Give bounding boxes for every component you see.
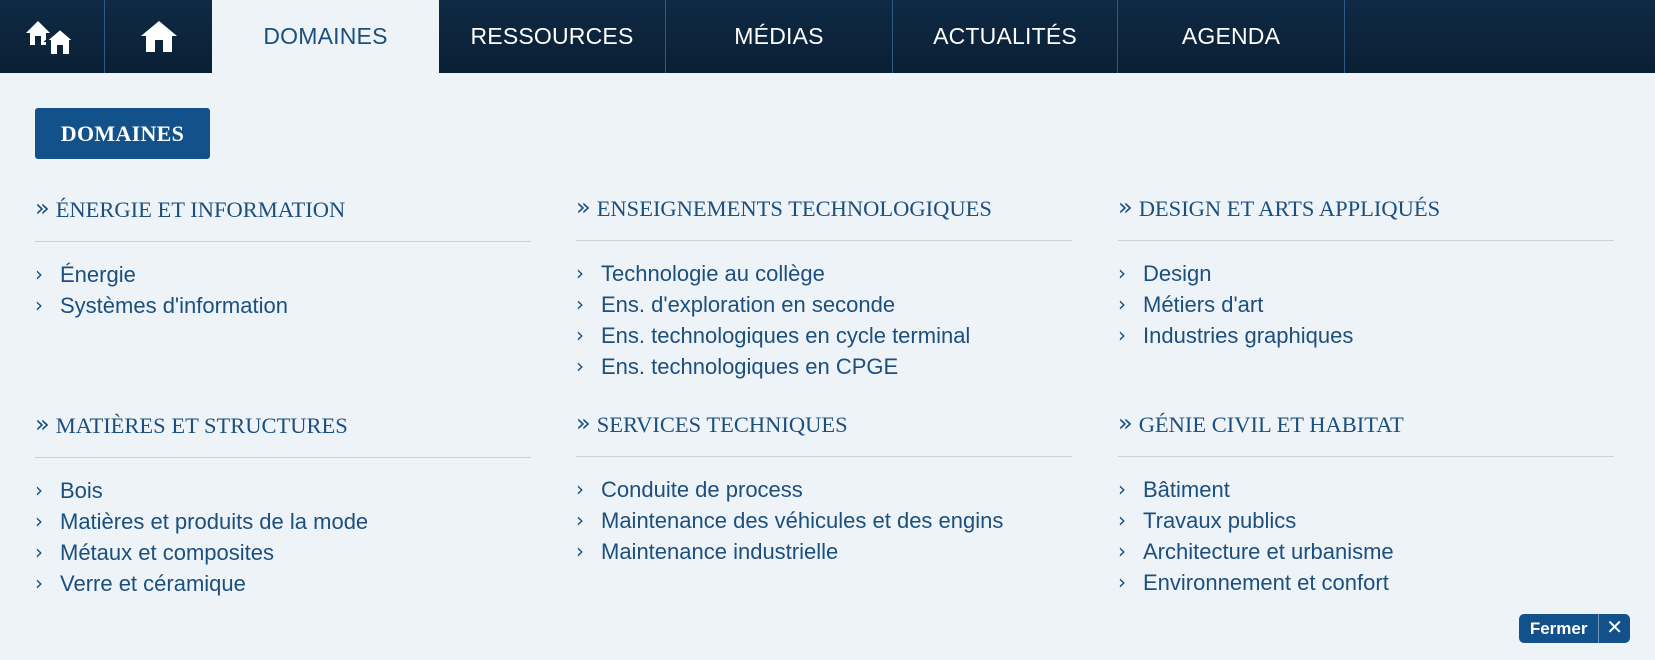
list-item-label: Ens. technologiques en cycle terminal (601, 323, 971, 348)
list-item-label: Conduite de process (601, 477, 803, 502)
list-item-label: Design (1143, 261, 1212, 286)
section-heading-label: SERVICES TECHNIQUES (596, 412, 848, 437)
double-chevron-icon: » (576, 193, 591, 221)
section-heading-label: ENSEIGNEMENTS TECHNOLOGIQUES (596, 196, 992, 221)
divider (576, 456, 1072, 457)
section-heading-label: GÉNIE CIVIL ET HABITAT (1138, 412, 1404, 437)
list-item[interactable] (576, 474, 1072, 505)
chevron-right-icon: › (35, 293, 43, 317)
section-design-arts-appliques (1118, 192, 1614, 351)
section-heading-label: DESIGN ET ARTS APPLIQUÉS (1138, 196, 1441, 221)
list-item-label: Environnement et confort (1143, 570, 1389, 595)
chevron-right-icon: › (1118, 508, 1126, 532)
list-item-label: Métiers d'art (1143, 292, 1264, 317)
divider (35, 241, 531, 242)
tab-ressources[interactable]: RESSOURCES (439, 0, 666, 73)
double-chevron-icon: » (35, 194, 50, 222)
list-item-label: Ens. technologiques en CPGE (601, 354, 899, 379)
list-item-label: Technologie au collège (601, 261, 825, 286)
double-chevron-icon: » (35, 410, 50, 438)
panel-title: DOMAINES (35, 108, 210, 159)
list-item[interactable] (576, 536, 1072, 567)
section-heading-label: ÉNERGIE ET INFORMATION (55, 197, 346, 222)
section-heading[interactable] (35, 193, 531, 227)
divider (1118, 456, 1614, 457)
list-item[interactable] (35, 506, 531, 537)
chevron-right-icon: › (35, 571, 43, 595)
double-chevron-icon: » (576, 409, 591, 437)
section-enseignements-technologiques (576, 192, 1072, 382)
chevron-right-icon: › (1118, 539, 1126, 563)
chevron-right-icon: › (1118, 477, 1126, 501)
list-item-label: Travaux publics (1143, 508, 1297, 533)
chevron-right-icon: › (576, 508, 584, 532)
list-item[interactable] (1118, 320, 1614, 351)
section-heading[interactable] (1118, 192, 1614, 226)
list-item-label: Énergie (60, 262, 136, 287)
list-item-label: Bois (60, 478, 103, 503)
chevron-right-icon: › (1118, 261, 1126, 285)
tab-actualites[interactable]: ACTUALITÉS (893, 0, 1118, 73)
chevron-right-icon: › (576, 292, 584, 316)
home-icon (139, 19, 179, 55)
section-energie-information (35, 193, 531, 321)
list-item-label: Ens. d'exploration en seconde (601, 292, 896, 317)
home-button[interactable] (105, 0, 212, 73)
section-genie-civil-habitat (1118, 408, 1614, 598)
list-item-label: Maintenance des véhicules et des engins (601, 508, 1004, 533)
list-item[interactable] (576, 320, 1072, 351)
double-chevron-icon: » (1118, 193, 1133, 221)
list-item-label: Matières et produits de la mode (60, 509, 369, 534)
list-item[interactable] (576, 351, 1072, 382)
chevron-right-icon: › (35, 262, 43, 286)
list-item[interactable] (35, 475, 531, 506)
chevron-right-icon: › (1118, 323, 1126, 347)
list-item[interactable] (576, 505, 1072, 536)
tab-agenda[interactable]: AGENDA (1118, 0, 1345, 73)
list-item[interactable] (1118, 258, 1614, 289)
chevron-right-icon: › (576, 477, 584, 501)
chevron-right-icon: › (576, 539, 584, 563)
chevron-right-icon: › (576, 323, 584, 347)
close-button-label: Fermer (1519, 614, 1599, 643)
close-icon: ✕ (1606, 617, 1624, 639)
list-item[interactable] (1118, 505, 1614, 536)
list-item[interactable] (35, 290, 531, 321)
chevron-right-icon: › (1118, 292, 1126, 316)
chevron-right-icon: › (35, 540, 43, 564)
list-item-label: Architecture et urbanisme (1143, 539, 1394, 564)
tab-domaines[interactable]: DOMAINES (212, 0, 439, 73)
top-navigation (0, 0, 1655, 73)
list-item[interactable] (1118, 289, 1614, 320)
double-chevron-icon: » (1118, 409, 1133, 437)
divider (35, 457, 531, 458)
list-item[interactable] (1118, 536, 1614, 567)
multi-home-button[interactable] (0, 0, 105, 73)
chevron-right-icon: › (576, 261, 584, 285)
list-item-label: Industries graphiques (1143, 323, 1354, 348)
chevron-right-icon: › (35, 478, 43, 502)
list-item[interactable] (576, 258, 1072, 289)
section-heading-label: MATIÈRES ET STRUCTURES (55, 413, 348, 438)
list-item[interactable] (576, 289, 1072, 320)
section-heading[interactable] (576, 408, 1072, 442)
list-item-label: Bâtiment (1143, 477, 1230, 502)
list-item[interactable] (35, 259, 531, 290)
section-services-techniques (576, 408, 1072, 567)
chevron-right-icon: › (1118, 570, 1126, 594)
list-item[interactable] (35, 568, 531, 599)
section-heading[interactable] (1118, 408, 1614, 442)
divider (576, 240, 1072, 241)
list-item[interactable] (1118, 567, 1614, 598)
list-item-label: Maintenance industrielle (601, 539, 839, 564)
section-matieres-structures (35, 409, 531, 599)
list-item-label: Métaux et composites (60, 540, 274, 565)
divider (1118, 240, 1614, 241)
list-item-label: Verre et céramique (60, 571, 246, 596)
chevron-right-icon: › (35, 509, 43, 533)
section-heading[interactable] (35, 409, 531, 443)
chevron-right-icon: › (576, 354, 584, 378)
close-button[interactable] (1519, 614, 1630, 643)
list-item-label: Systèmes d'information (60, 293, 288, 318)
multi-home-icon (24, 15, 80, 59)
tab-medias[interactable]: MÉDIAS (666, 0, 893, 73)
list-item[interactable] (1118, 474, 1614, 505)
section-heading[interactable] (576, 192, 1072, 226)
list-item[interactable] (35, 537, 531, 568)
